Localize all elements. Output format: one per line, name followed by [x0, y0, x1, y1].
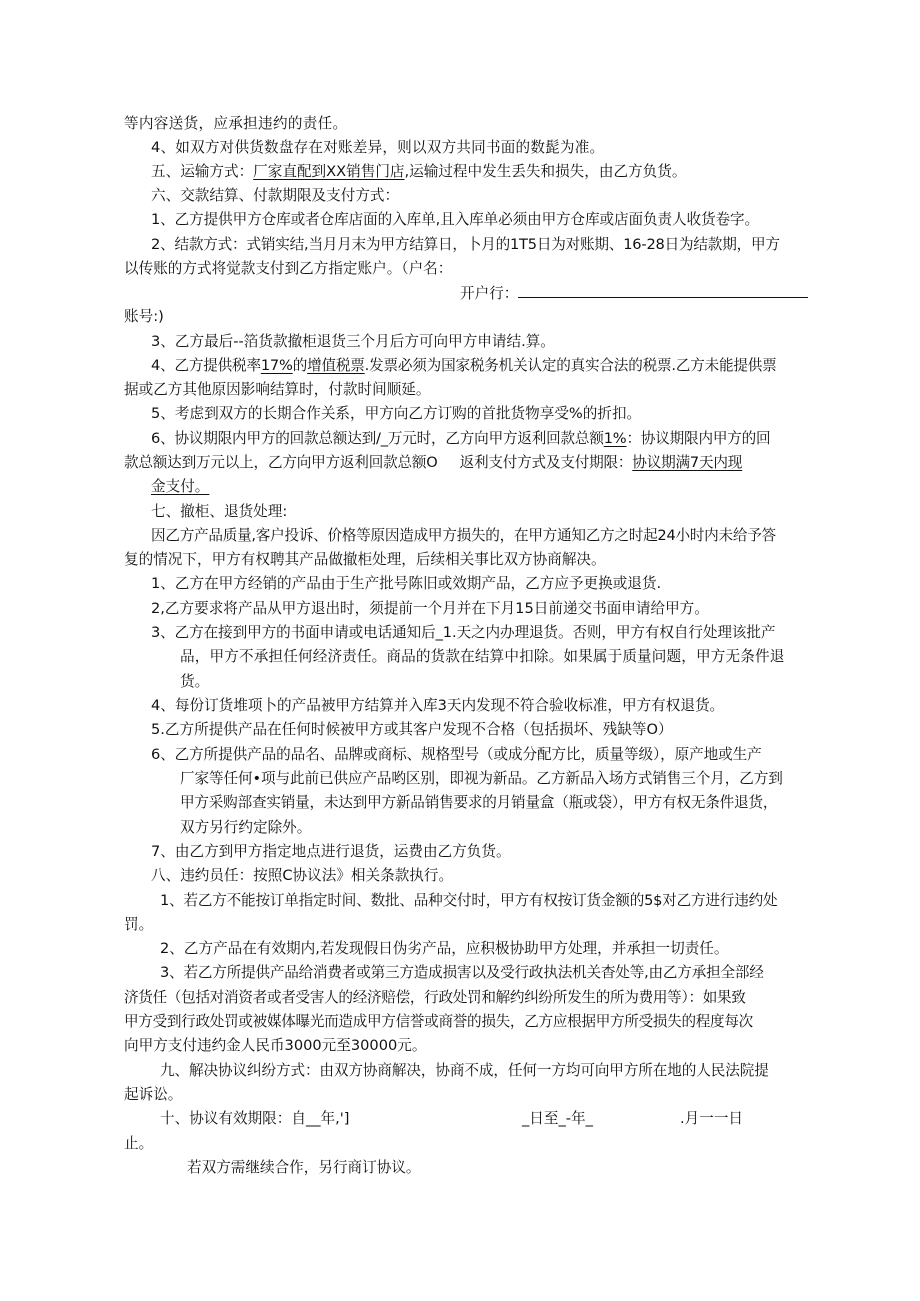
text-line: 7、由乙方到甲方指定地点进行退货，运费由乙方负货。 [151, 843, 511, 860]
text-line: 5.乙方所提供产品在任何时候被甲方或其客户发现不合格（包括损坏、残缺等O） [151, 721, 673, 738]
text-line: 厂家等任何•项与此前已供应产品哟区别，即视为新品。乙方新品入场方式销售三个月，乙方到 [180, 770, 783, 787]
text-line: 若双方需继续合作，另行商订协议。 [187, 1159, 421, 1176]
text-line: 3、若乙方所提供产品给消费者或第三方造成损害以及受行政执法机关杳处等,由乙方承担全部经 [160, 964, 764, 981]
text-line: 向甲方支付违约金人民币3000元至30000元。 [124, 1037, 427, 1054]
text-line: .月一一日 [680, 1110, 744, 1127]
text-line: 5、考虑到双方的长期合作关系，甲方向乙方订购的首批货物享受%的折扣。 [151, 405, 642, 422]
text-line: 据或乙方其他原因影响结算时，付款时间顺延。 [124, 381, 431, 398]
bank-label: 开户行： [460, 285, 519, 302]
text-segment: 6、协议期限内甲方的回款总额达到/_万元时，乙方向甲方返利回款总额 [151, 430, 604, 447]
text-line: 2、乙方产品在有效期内,若发现假日伪劣产品，应积极协助甲方处理，并承担一切责任。 [160, 940, 729, 957]
text-line: 双方另行约定除外。 [180, 819, 312, 836]
text-line: 1、乙方提供甲方仓库或者仓库店面的入库单,且入库单必须由甲方仓库或店面负责人收货卷字。 [151, 211, 759, 228]
text-line: 6、乙方所提供产品的品名、品牌或商标、规格型号（或成分配方比，质量等级），原产地或生产 [151, 746, 762, 763]
text-line: 甲方采购部查实销量，未达到甲方新品销售要求的月销量盒（瓶或袋），甲方有权无条件退货， [180, 794, 778, 811]
text-line: 品，甲方不承担任何经济责任。商品的货款在结算中扣除。如果属于质量问题，甲方无条件退 [180, 648, 785, 665]
underlined-text: 金支付。 [151, 478, 210, 495]
text-line: 4、如双方对供货数盘存在对账差异，则以双方共同书面的数髭为准。 [151, 139, 605, 156]
text-segment: 款总额达到万元以上，乙方向甲方返利回款总额O [124, 454, 438, 471]
text-line: 账号:) [124, 308, 164, 325]
text-segment: .发票必须为国家税务机关认定的真实合法的税票.乙方未能提供票 [364, 357, 777, 374]
text-line: 止。 [124, 1135, 154, 1152]
text-line: 货。 [180, 673, 210, 690]
text-line: 等内容送货，应承担违约的责任。 [124, 115, 348, 132]
text-line [151, 162, 686, 182]
underlined-text: 1% [603, 430, 627, 447]
section-heading: 六、交款结算、付款期限及支付方式： [151, 187, 400, 204]
text-line [124, 453, 742, 473]
text-line: _日至_-年_ [522, 1110, 593, 1127]
text-segment: 4、乙方提供税率 [151, 357, 261, 374]
text-line: 以传账的方式将觉款支付到乙方指定账户。（户名： [124, 260, 453, 277]
text-line: 济货任（包括对消资者或者受害人的经济赔偿，行政处罚和解约纠纷所发生的所为费用等）：如果致 [124, 989, 746, 1006]
section-heading: 九、解决协议纠纷方式：由双方协商解决，协商不成，任何一方均可向甲方所在地的人民法院提 [160, 1062, 769, 1079]
text-segment: ：协议期限内甲方的回 [626, 430, 771, 447]
blank-line [518, 283, 808, 298]
text-line [460, 283, 808, 304]
text-line: 3、乙方在接到甲方的书面申请或电话通知后_1.天之内办理退货。否则，甲方有权自行处理该批产 [151, 624, 776, 641]
text-segment: ,运输过程中发生丢失和损失，由乙方负货。 [404, 163, 687, 180]
text-line: 因乙方产品质量,客户投诉、价格等原因造成甲方损失的，在甲方通知乙方之时起24小时内未给予答 [151, 527, 776, 544]
text-line: 1、若乙方不能按订单指定时间、数批、品种交付时，甲方有权按订货金额的5$对乙方进行违约处 [160, 892, 778, 909]
text-line: 甲方受到行政处罚或被媒体曝光而造成甲方信誉或商誉的损失，乙方应根据甲方所受损失的程度每次 [124, 1013, 753, 1030]
text-line: 起诉讼。 [124, 1086, 183, 1103]
text-line: 3、乙方最后--箔货款撤柜退货三个月后方可向甲方申请结.算。 [151, 333, 555, 350]
text-segment: 五、运输方式： [151, 163, 254, 180]
text-segment: 的 [292, 357, 308, 374]
underlined-text: 增值税票 [307, 357, 365, 374]
underlined-text: 厂家直配到XX销售门店 [253, 163, 405, 180]
text-line [151, 429, 770, 449]
text-segment: 返利支付方式及支付期限： [459, 454, 633, 471]
text-line: 罚。 [124, 916, 154, 933]
text-line: 2、结款方式：式销实结,当月月末为甲方结算日，卜月的1T5日为对账期、16-28日为结款期，甲方 [151, 236, 780, 253]
underlined-text: 协议期满7天内现 [632, 454, 743, 471]
text-line [151, 356, 777, 376]
text-line: 1、乙方在甲方经销的产品由于生产批号陈旧或效期产品，乙方应予更换或退货. [151, 575, 662, 592]
section-heading: 八、违约员任：按照C协议法》相关条款执行。 [151, 867, 454, 884]
text-line: 复的情况下，甲方有权聘其产品做撤柜处理，后续相关事比双方协商解决。 [124, 551, 606, 568]
underlined-text: 17% [260, 357, 293, 374]
text-line: 2,乙方要求将产品从甲方退出时，须提前一个月并在下月15日前递交书面申请给甲方。 [151, 600, 709, 617]
section-heading: 七、撤柜、退货处理: [151, 503, 288, 520]
text-line: 4、每份订货堆项卜的产品被甲方结算并入库3天内发现不符合验收标准，甲方有权退货。 [151, 697, 725, 714]
text-line: 十、协议有效期限：自__年,'] [160, 1110, 350, 1127]
